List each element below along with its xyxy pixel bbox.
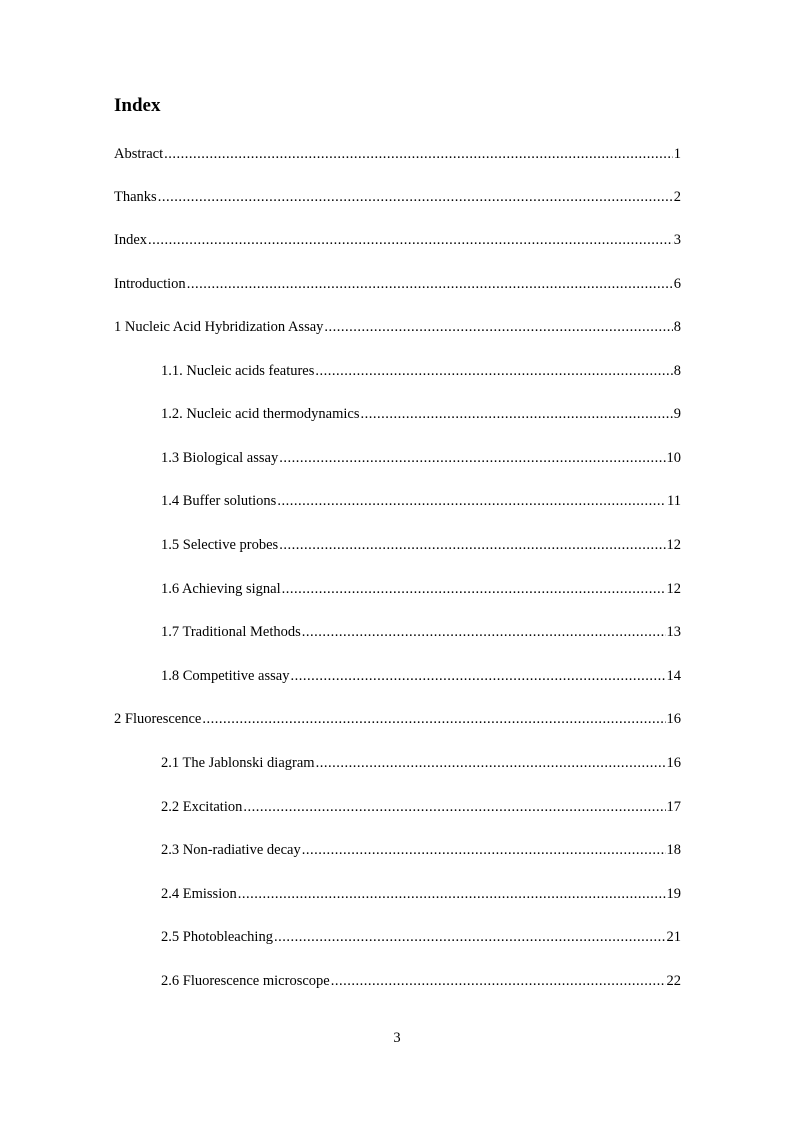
- toc-entry-2-6[interactable]: [161, 972, 681, 990]
- toc-entry-label: Introduction: [114, 276, 186, 292]
- toc-entry-2-5[interactable]: [161, 928, 681, 946]
- toc-entry-page: 12: [666, 581, 681, 597]
- toc-entry-2-4[interactable]: [161, 885, 681, 903]
- toc-entry-chapter-2[interactable]: [114, 710, 681, 728]
- dot-leader: [279, 536, 665, 554]
- toc-entry-label: 2.2 Excitation: [161, 799, 243, 815]
- toc-entry-label: 1.8 Competitive assay: [161, 668, 290, 684]
- toc-entry-page: 3: [673, 232, 681, 248]
- dot-leader: [331, 972, 666, 990]
- toc-entry-page: 17: [666, 799, 681, 815]
- toc-entry-1-5[interactable]: [161, 536, 681, 554]
- toc-entry-label: 1.2. Nucleic acid thermodynamics: [161, 406, 360, 422]
- toc-entry-page: 8: [673, 363, 681, 379]
- toc-entry-page: 19: [666, 886, 681, 902]
- toc-entry-label: 2.1 The Jablonski diagram: [161, 755, 315, 771]
- toc-entry-page: 16: [666, 711, 681, 727]
- dot-leader: [316, 754, 666, 772]
- toc-entry-label: 1 Nucleic Acid Hybridization Assay: [114, 319, 324, 335]
- toc-entry-page: 21: [666, 929, 681, 945]
- toc-entry-page: 9: [673, 406, 681, 422]
- toc-entry-1-3[interactable]: [161, 449, 681, 467]
- toc-entry-page: 22: [666, 973, 681, 989]
- dot-leader: [282, 580, 666, 598]
- toc-entry-page: 18: [666, 842, 681, 858]
- dot-leader: [158, 188, 673, 206]
- toc-entry-1-8[interactable]: [161, 667, 681, 685]
- dot-leader: [315, 362, 672, 380]
- dot-leader: [238, 885, 666, 903]
- toc-entry-1-7[interactable]: [161, 623, 681, 641]
- toc-entry-page: 16: [666, 755, 681, 771]
- toc-entry-index[interactable]: [114, 231, 681, 249]
- toc-entry-1-6[interactable]: [161, 580, 681, 598]
- toc-entry-page: 13: [666, 624, 681, 640]
- toc-entry-label: 1.4 Buffer solutions: [161, 493, 277, 509]
- toc-entry-page: 12: [666, 537, 681, 553]
- toc-entry-page: 11: [667, 493, 681, 509]
- dot-leader: [290, 667, 665, 685]
- toc-entry-label: 1.3 Biological assay: [161, 450, 279, 466]
- dot-leader: [202, 710, 665, 728]
- page-number: 3: [393, 1030, 401, 1046]
- toc-entry-page: 10: [666, 450, 681, 466]
- dot-leader: [361, 405, 673, 423]
- toc-entry-introduction[interactable]: [114, 275, 681, 293]
- toc-entry-label: 1.1. Nucleic acids features: [161, 363, 315, 379]
- dot-leader: [164, 145, 673, 163]
- dot-leader: [302, 841, 666, 859]
- toc-entry-label: 1.5 Selective probes: [161, 537, 279, 553]
- toc-entry-1-4[interactable]: [161, 492, 681, 510]
- toc-entry-chapter-1[interactable]: [114, 318, 681, 336]
- toc-entry-label: 2.4 Emission: [161, 886, 237, 902]
- toc-entry-label: 2.6 Fluorescence microscope: [161, 973, 330, 989]
- toc-entry-label: 1.6 Achieving signal: [161, 581, 281, 597]
- dot-leader: [324, 318, 672, 336]
- toc-entry-2-2[interactable]: [161, 798, 681, 816]
- toc-entry-label: Abstract: [114, 146, 164, 162]
- toc-entry-label: Thanks: [114, 189, 157, 205]
- toc-entry-page: 1: [673, 146, 681, 162]
- toc-entry-1-2[interactable]: [161, 405, 681, 423]
- dot-leader: [274, 928, 666, 946]
- toc-entry-abstract[interactable]: [114, 145, 681, 163]
- toc-entry-label: 1.7 Traditional Methods: [161, 624, 301, 640]
- toc-entry-1-1[interactable]: [161, 362, 681, 380]
- toc-entry-label: 2.3 Non-radiative decay: [161, 842, 301, 858]
- toc-entry-label: 2 Fluorescence: [114, 711, 202, 727]
- dot-leader: [279, 449, 665, 467]
- toc-entry-page: 2: [673, 189, 681, 205]
- toc-entry-thanks[interactable]: [114, 188, 681, 206]
- toc-entry-2-3[interactable]: [161, 841, 681, 859]
- dot-leader: [187, 275, 673, 293]
- toc-entry-page: 6: [673, 276, 681, 292]
- dot-leader: [302, 623, 666, 641]
- dot-leader: [148, 231, 673, 249]
- dot-leader: [277, 492, 666, 510]
- dot-leader: [243, 798, 665, 816]
- toc-entry-page: 8: [673, 319, 681, 335]
- toc-entry-2-1[interactable]: [161, 754, 681, 772]
- toc-entry-label: 2.5 Photobleaching: [161, 929, 273, 945]
- toc-entry-page: 14: [666, 668, 681, 684]
- page-title: Index: [114, 95, 161, 116]
- toc-entry-label: Index: [114, 232, 148, 248]
